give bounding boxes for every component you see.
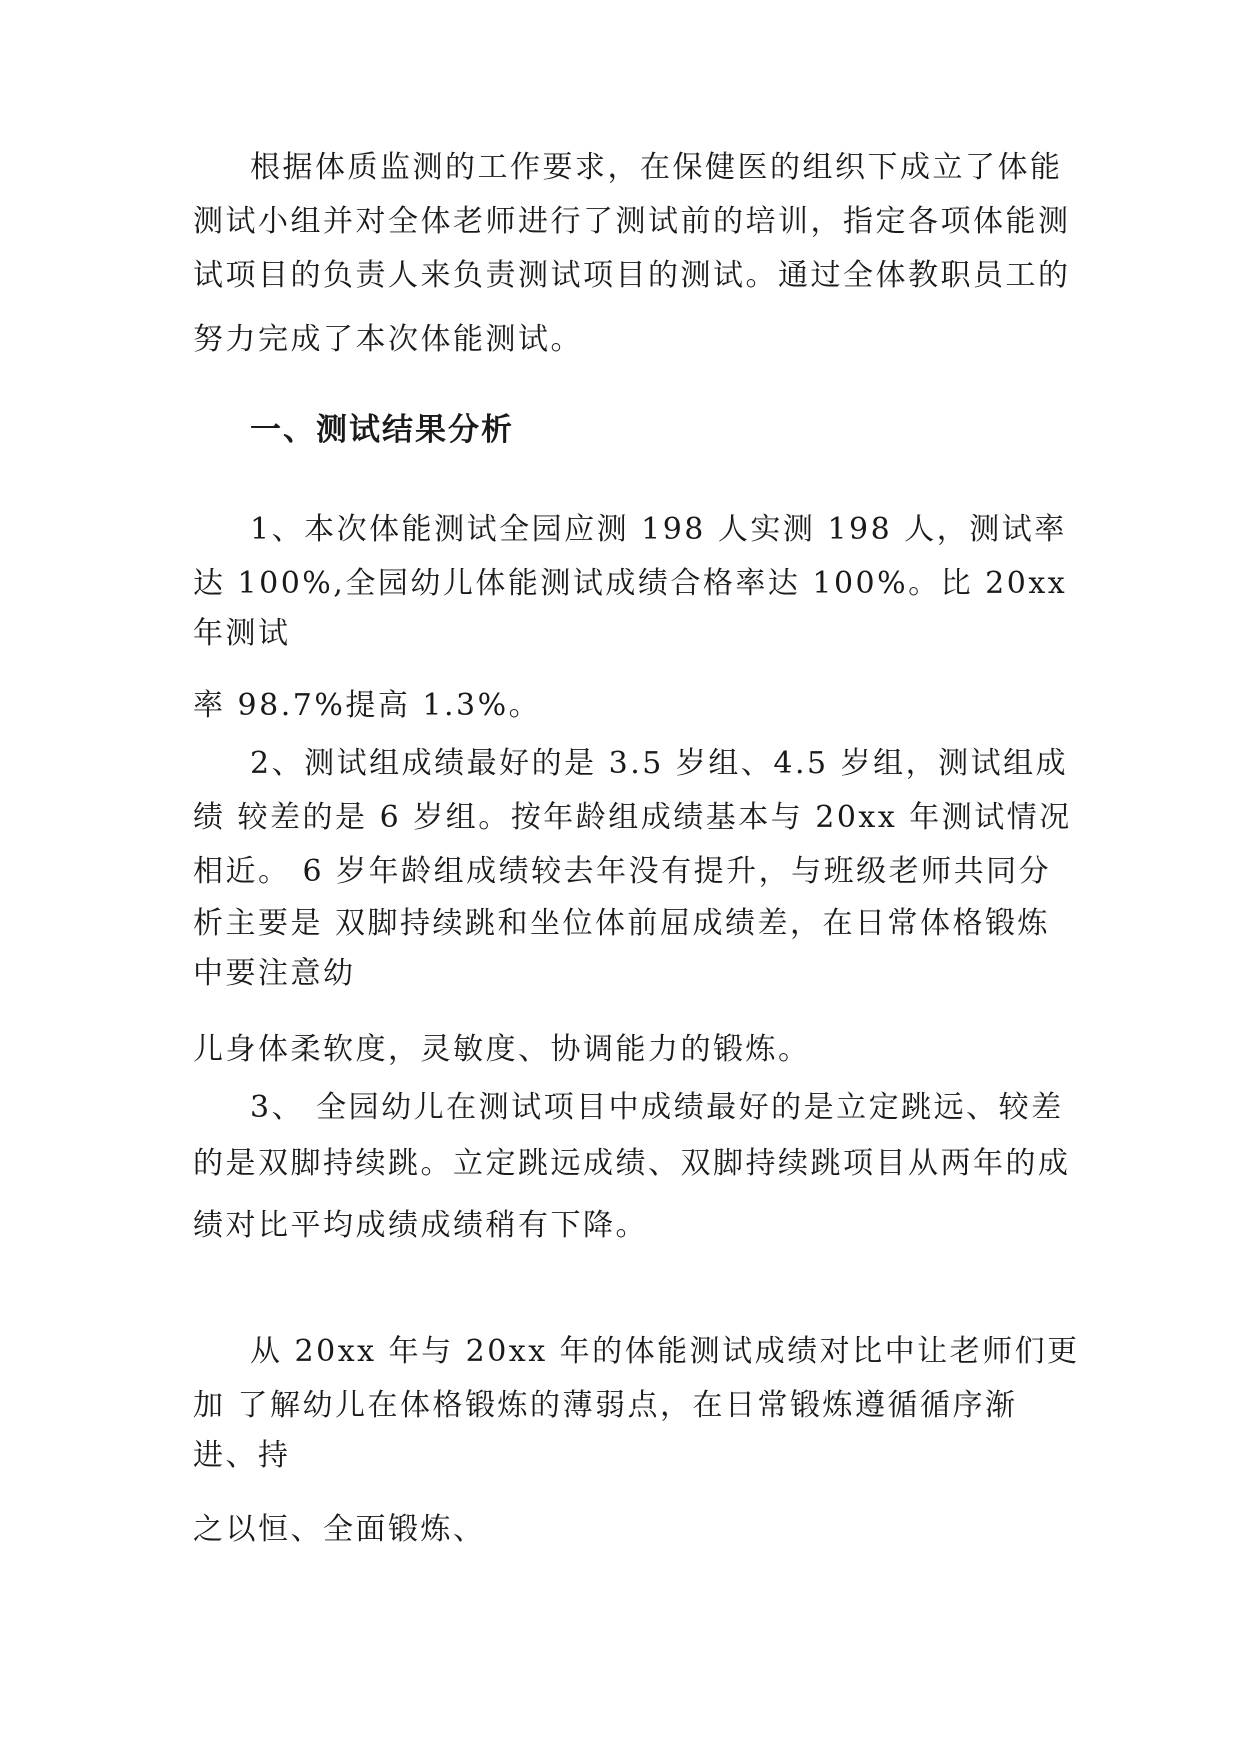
intro-line-4: 努力完成了本次体能测试。 [193, 322, 583, 357]
item2-line-6: 儿身体柔软度，灵敏度、协调能力的锻炼。 [193, 1032, 811, 1067]
item2-line-5: 中要注意幼 [193, 956, 356, 991]
item2-line-4: 析主要是 双脚持续跳和坐位体前屈成绩差，在日常体格锻炼 [193, 906, 1051, 941]
closing-line-3: 进、持 [193, 1438, 291, 1473]
intro-line-1: 根据体质监测的工作要求，在保健医的组织下成立了体能 [250, 150, 1063, 185]
item2-line-1: 2、测试组成绩最好的是 3.5 岁组、4.5 岁组，测试组成 [250, 746, 1069, 781]
item1-line-4: 率 98.7%提高 1.3%。 [193, 688, 542, 723]
item3-line-1: 3、 全园幼儿在测试项目中成绩最好的是立定跳远、较差 [250, 1090, 1064, 1125]
item1-line-2: 达 100%,全园幼儿体能测试成绩合格率达 100%。比 20xx [193, 566, 1068, 601]
item2-line-2: 绩 较差的是 6 岁组。按年龄组成绩基本与 20xx 年测试情况 [193, 800, 1072, 835]
item2-line-3: 相近。 6 岁年龄组成绩较去年没有提升，与班级老师共同分 [193, 854, 1052, 889]
section-heading: 一、测试结果分析 [250, 412, 514, 448]
item3-line-2: 的是双脚持续跳。立定跳远成绩、双脚持续跳项目从两年的成 [193, 1146, 1071, 1181]
item1-line-1: 1、本次体能测试全园应测 198 人实测 198 人，测试率 [250, 512, 1067, 547]
intro-line-3: 试项目的负责人来负责测试项目的测试。通过全体教职员工的 [193, 258, 1071, 293]
closing-line-2: 加 了解幼儿在体格锻炼的薄弱点，在日常锻炼遵循循序渐 [193, 1388, 1018, 1423]
item3-line-3: 绩对比平均成绩成绩稍有下降。 [193, 1208, 648, 1243]
closing-line-4: 之以恒、全面锻炼、 [193, 1512, 486, 1547]
item1-line-3: 年测试 [193, 616, 291, 651]
closing-line-1: 从 20xx 年与 20xx 年的体能测试成绩对比中让老师们更 [250, 1334, 1080, 1369]
intro-line-2: 测试小组并对全体老师进行了测试前的培训，指定各项体能测 [193, 204, 1071, 239]
